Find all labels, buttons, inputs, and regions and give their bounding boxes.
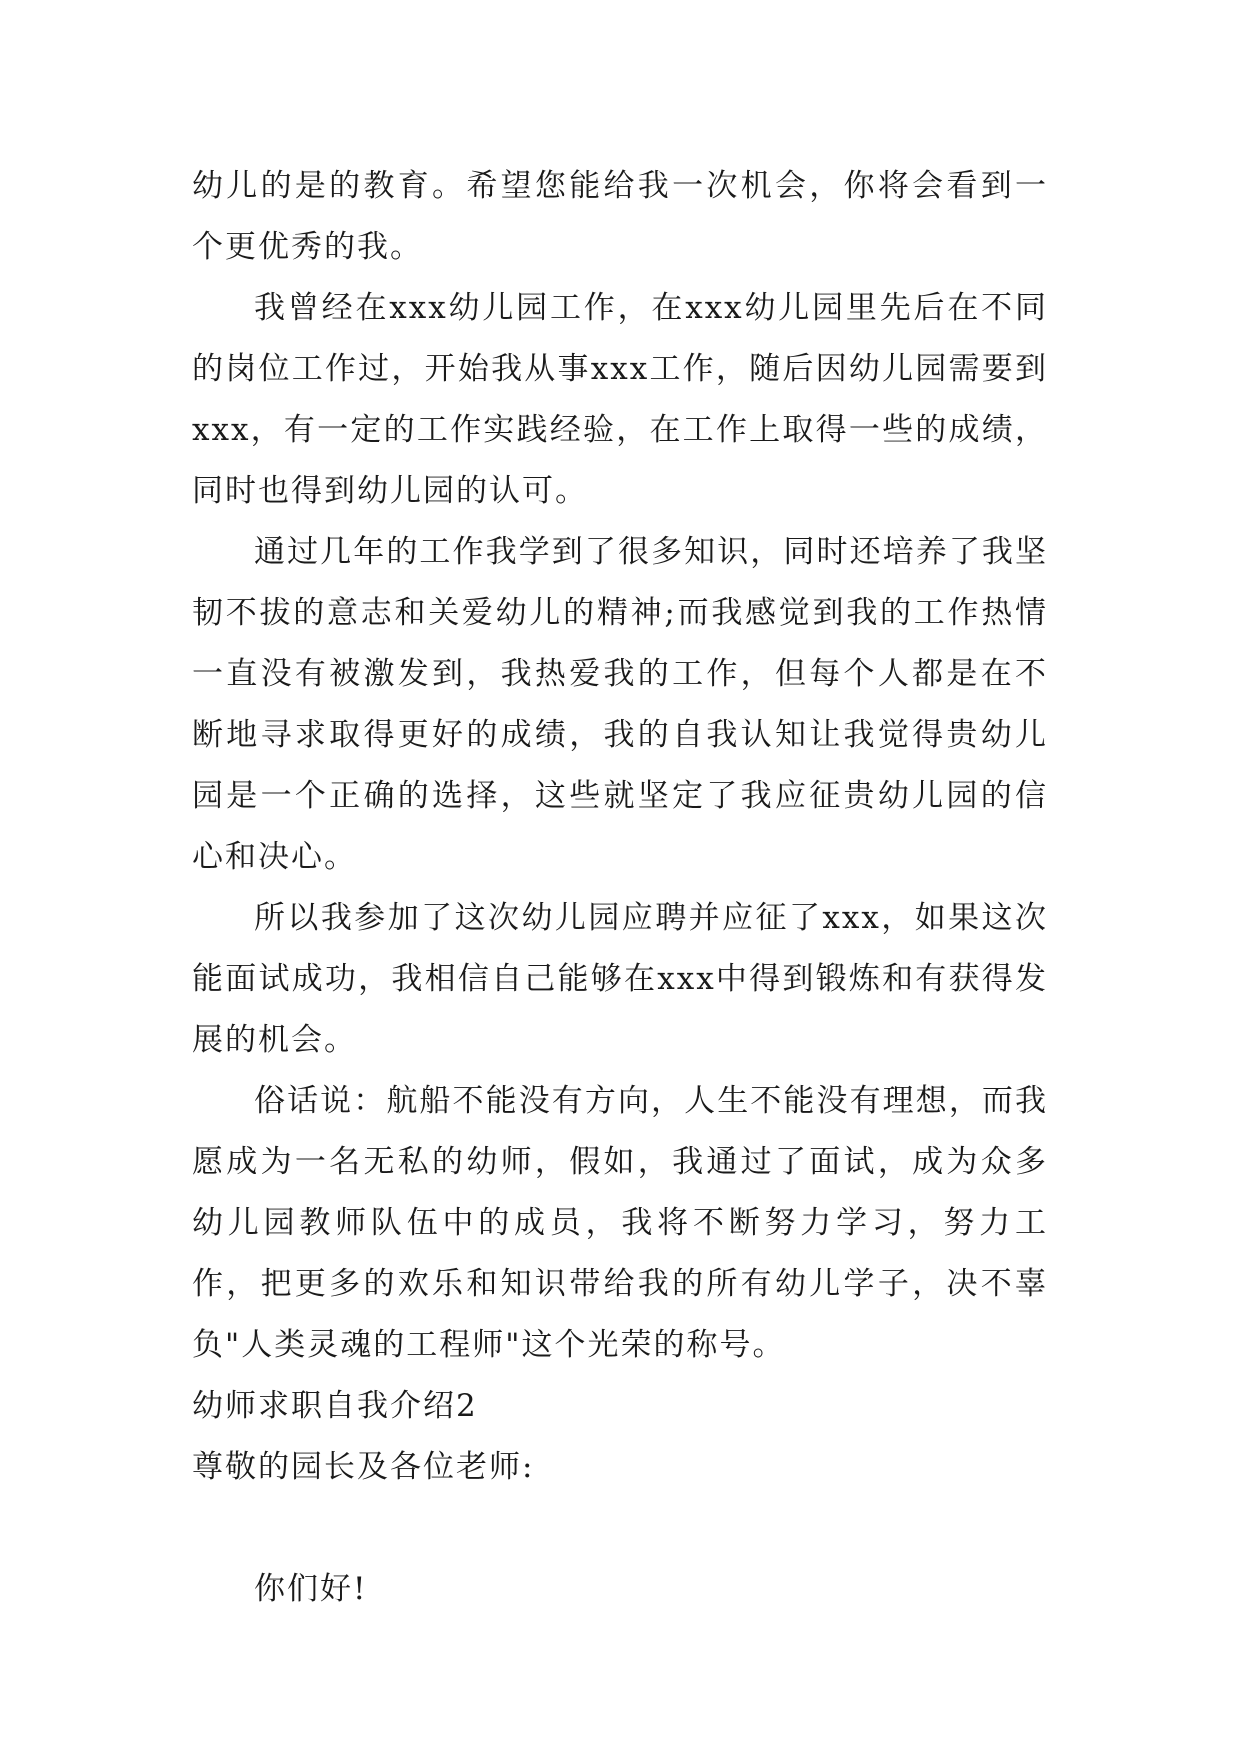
blank-line (192, 1498, 1048, 1559)
document-body (192, 156, 1048, 1620)
salutation: 尊敬的园长及各位老师: (192, 1449, 535, 1485)
paragraph-application: 所以我参加了这次幼儿园应聘并应征了xxx，如果这次能面试成功，我相信自己能够在xxx中得到锻炼和有获得发展的机会。 (192, 900, 1048, 1058)
paragraph-work-experience: 我曾经在xxx幼儿园工作，在xxx幼儿园里先后在不同的岗位工作过，开始我从事xxx工作，随后因幼儿园需要到xxx，有一定的工作实践经验，在工作上取得一些的成绩，同时也得到幼儿园的认可。 (192, 290, 1048, 509)
paragraph-continuation: 幼儿的是的教育。希望您能给我一次机会，你将会看到一个更优秀的我。 (192, 168, 1048, 265)
paragraph-motivation: 通过几年的工作我学到了很多知识，同时还培养了我坚韧不拔的意志和关爱幼儿的精神;而我感觉到我的工作热情一直没有被激发到，我热爱我的工作，但每个人都是在不断地寻求取得更好的成绩，我的自我认知让我觉得贵幼儿园是一个正确的选择，这些就坚定了我应征贵幼儿园的信心和决心。 (192, 534, 1048, 875)
section-title: 幼师求职自我介绍2 (192, 1388, 478, 1424)
paragraph-aspiration: 俗话说：航船不能没有方向，人生不能没有理想，而我愿成为一名无私的幼师，假如，我通过了面试，成为众多幼儿园教师队伍中的成员，我将不断努力学习，努力工作，把更多的欢乐和知识带给我的所有幼儿学子，决不辜负"人类灵魂的工程师"这个光荣的称号。 (192, 1083, 1048, 1363)
greeting: 你们好! (254, 1571, 368, 1607)
